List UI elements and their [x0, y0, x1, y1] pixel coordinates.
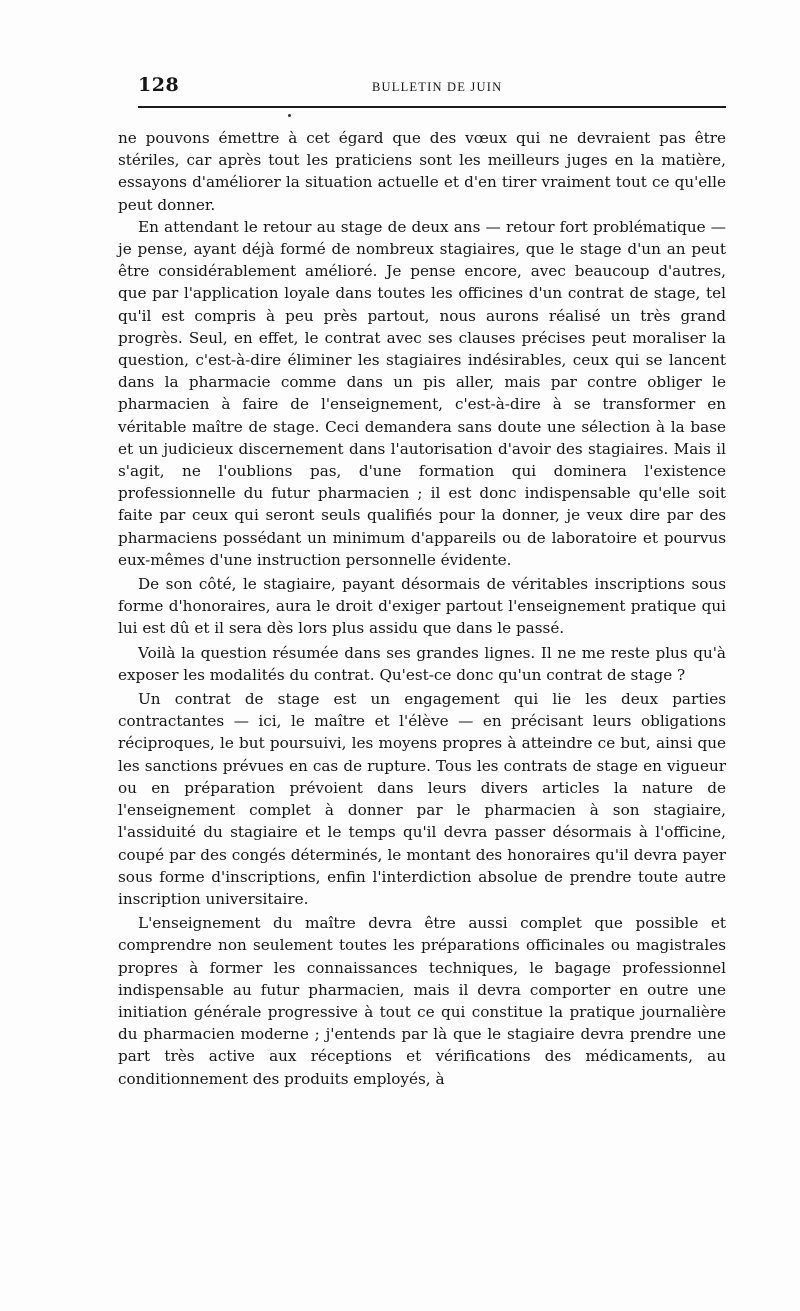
paragraph-question-summary: Voilà la question résumée dans ses grandes lignes. Il ne me reste plus qu'à exposer les modalités du contrat. Qu'est-ce donc qu'un contrat de stage ? [118, 643, 726, 684]
running-title: BULLETIN DE JUIN [372, 80, 503, 94]
paragraph-stagiaire-honoraires: De son côté, le stagiaire, payant désormais de véritables inscriptions sous forme d'honoraires, aura le droit d'exiger partout l'enseignement pratique qui lui est dû et il sera dès lors plus assidu que dans le passé. [118, 575, 726, 638]
page-header [138, 72, 726, 102]
ink-speck [288, 114, 291, 117]
paragraph-stage-duration: En attendant le retour au stage de deux ans — retour fort problématique — je pense, ayant déjà formé de nombreux stagiaires, que le stage d'un an peut être considérablement amélioré. Je pense encore, avec beaucoup d'autres, que par l'application loyale dans toutes les officines d'un contrat de stage, tel qu'il est compris à peu près partout, nous aurons réalisé un très grand progrès. Seul, en effet, le contrat avec ses clauses précises peut moraliser la question, c'est-à-dire éliminer les stagiaires indésirables, ceux qui se lancent dans la pharmacie comme dans un pis aller, mais par contre obliger le pharmacien à faire de l'enseignement, c'est-à-dire à se transformer en véritable maître de stage. Ceci demandera sans doute une sélection à la base et un judicieux discernement dans l'autorisation d'avoir des stagiaires. Mais il s'agit, ne l'oublions pas, d'une formation qui dominera l'existence professionnelle du futur pharmacien ; il est donc indispensable qu'elle soit faite par ceux qui seront seuls qualifiés pour la donner, je veux dire par des pharmaciens possédant un minimum d'appareils ou de laboratoire et pourvus eux-mêmes d'une instruction personnelle évidente. [118, 217, 726, 569]
paragraph-contract-definition: Un contrat de stage est un engagement qui lie les deux parties contractantes — ici, le maître et l'élève — en précisant leurs obligations réciproques, le but poursuivi, les moyens propres à atteindre ce but, ainsi que les sanctions prévues en cas de rupture. Tous les contrats de stage en vigueur ou en préparation prévoient dans leurs divers articles la nature de l'enseignement complet à donner par le pharmacien à son stagiaire, l'assiduité du stagiaire et le temps qu'il devra passer désormais à l'officine, coupé par des congés déterminés, le montant des honoraires qu'il devra payer sous forme d'inscriptions, enfin l'interdiction absolue de prendre toute autre inscription universitaire. [118, 690, 726, 908]
paragraph-continuation: ne pouvons émettre à cet égard que des vœux qui ne devraient pas être stériles, car après tout les praticiens sont les meilleurs juges en la matière, essayons d'améliorer la situation actuelle et d'en tirer vraiment tout ce qu'elle peut donner. [118, 129, 726, 214]
paragraph-teaching-scope: L'enseignement du maître devra être aussi complet que possible et comprendre non seulement toutes les préparations officinales ou magistrales propres à former les connaissances techniques, le bagage professionnel indispensable au futur pharmacien, mais il devra comporter en outre une initiation générale progressive à tout ce qui constitue la pratique journalière du pharmacien moderne ; j'entends par là que le stagiaire devra prendre une part très active aux réceptions et vérifications des médicaments, au conditionnement des produits employés, à [118, 914, 726, 1088]
page-number: 128 [138, 74, 180, 96]
body-text [118, 127, 726, 1090]
header-rule [138, 106, 726, 108]
